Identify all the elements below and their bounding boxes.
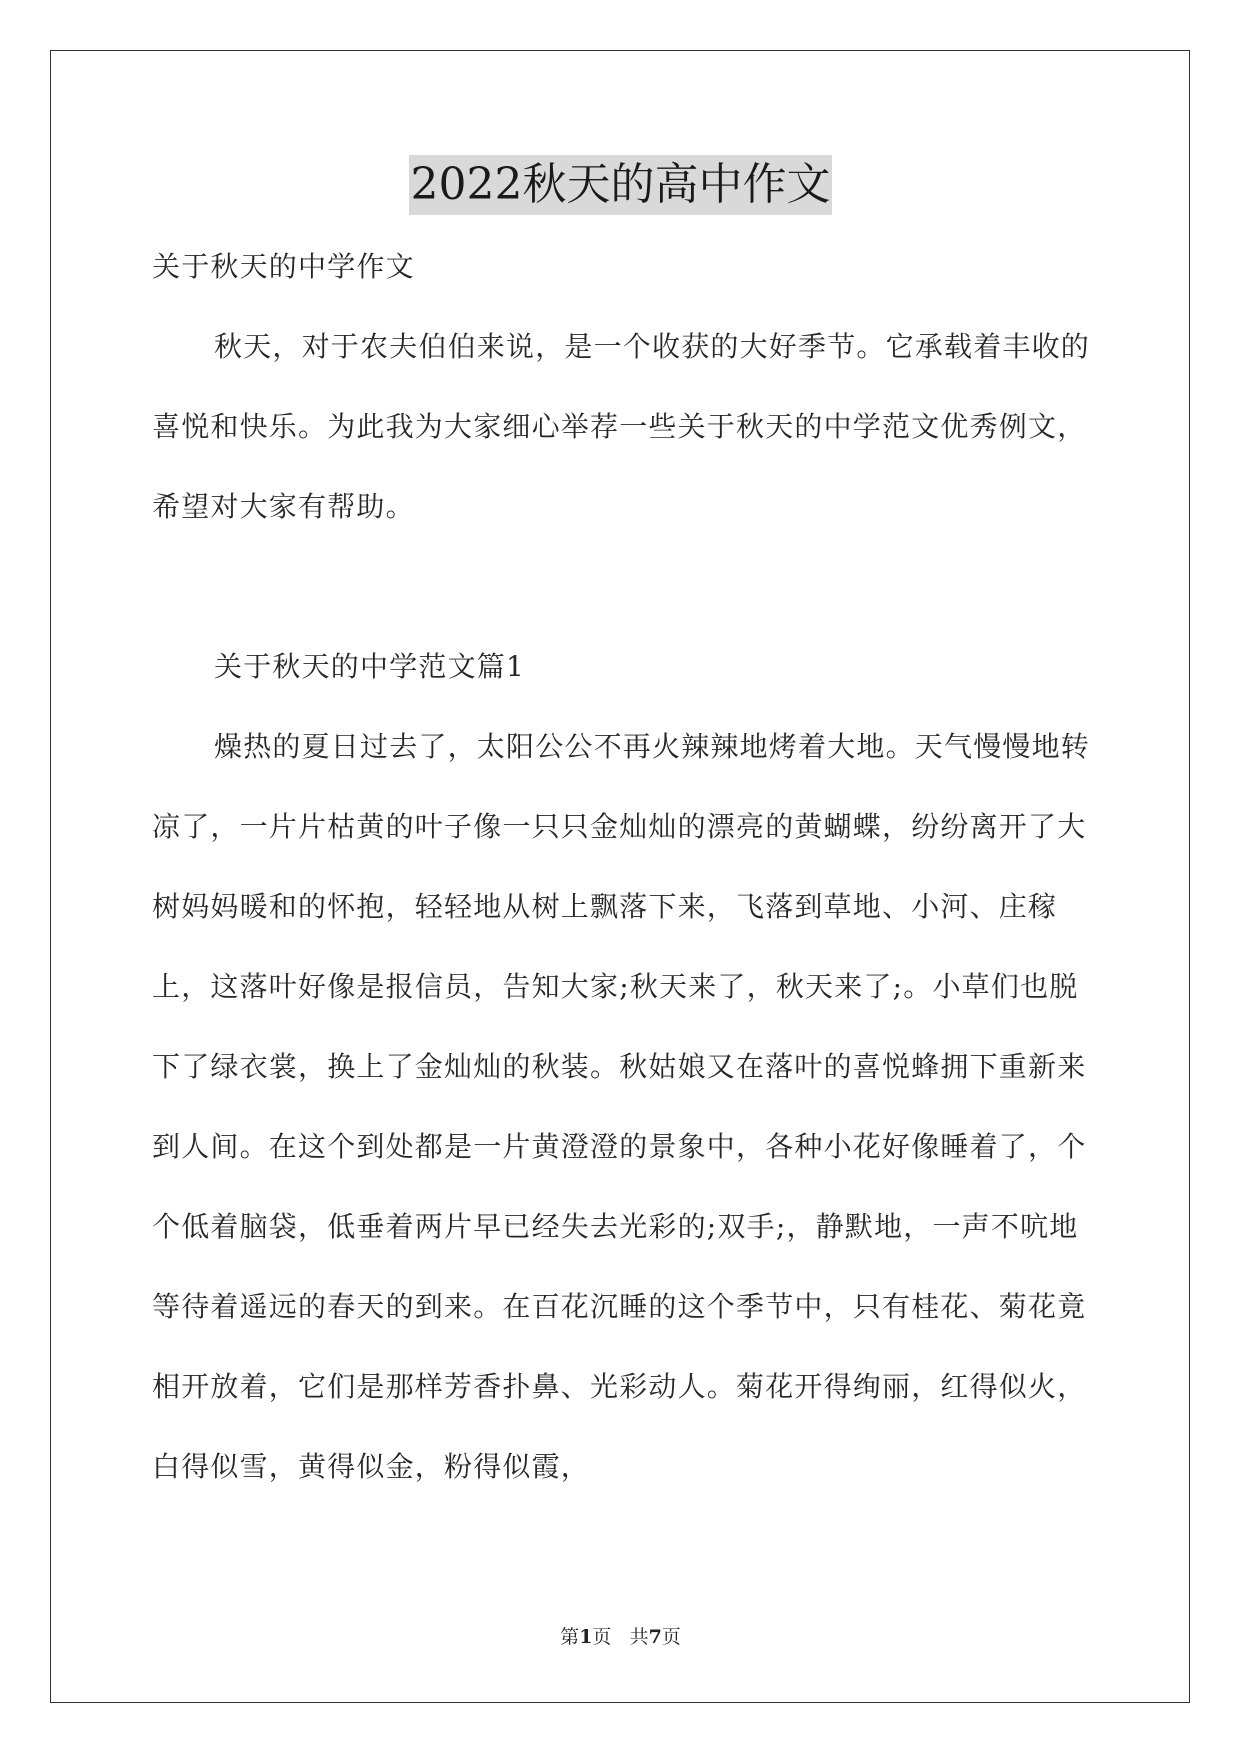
document-subtitle: 关于秋天的中学作文 xyxy=(152,250,415,283)
total-suffix: 页 xyxy=(661,1626,681,1648)
title-container xyxy=(0,155,1241,215)
document-title: 2022秋天的高中作文 xyxy=(409,155,833,215)
intro-paragraph: 秋天，对于农夫伯伯来说，是一个收获的大好季节。它承载着丰收的喜悦和快乐。为此我为大家细心举荐一些关于秋天的中学范文优秀例文，希望对大家有帮助。 xyxy=(152,330,1091,523)
page-suffix: 页 xyxy=(592,1626,612,1648)
total-prefix: 共 xyxy=(629,1626,649,1648)
page-prefix: 第 xyxy=(560,1626,580,1648)
document-body xyxy=(152,227,1090,1507)
section-heading: 关于秋天的中学范文篇1 xyxy=(214,650,526,683)
total-pages: 7 xyxy=(648,1626,662,1648)
paragraph-spacer xyxy=(152,547,1090,627)
page-footer xyxy=(0,1622,1241,1649)
page-number: 1 xyxy=(579,1626,593,1648)
body-paragraph: 燥热的夏日过去了，太阳公公不再火辣辣地烤着大地。天气慢慢地转凉了，一片片枯黄的叶子像一只只金灿灿的漂亮的黄蝴蝶，纷纷离开了大树妈妈暖和的怀抱，轻轻地从树上飘落下来，飞落到草地、小河、庄稼上，这落叶好像是报信员，告知大家;秋天来了，秋天来了;。小草们也脱下了绿衣裳，换上了金灿灿的秋装。秋姑娘又在落叶的喜悦蜂拥下重新来到人间。在这个到处都是一片黄澄澄的景象中，各种小花好像睡着了，个个低着脑袋，低垂着两片早已经失去光彩的;双手;，静默地，一声不吭地等待着遥远的春天的到来。在百花沉睡的这个季节中，只有桂花、菊花竟相开放着，它们是那样芳香扑鼻、光彩动人。菊花开得绚丽，红得似火，白得似雪，黄得似金，粉得似霞， xyxy=(152,730,1091,1483)
